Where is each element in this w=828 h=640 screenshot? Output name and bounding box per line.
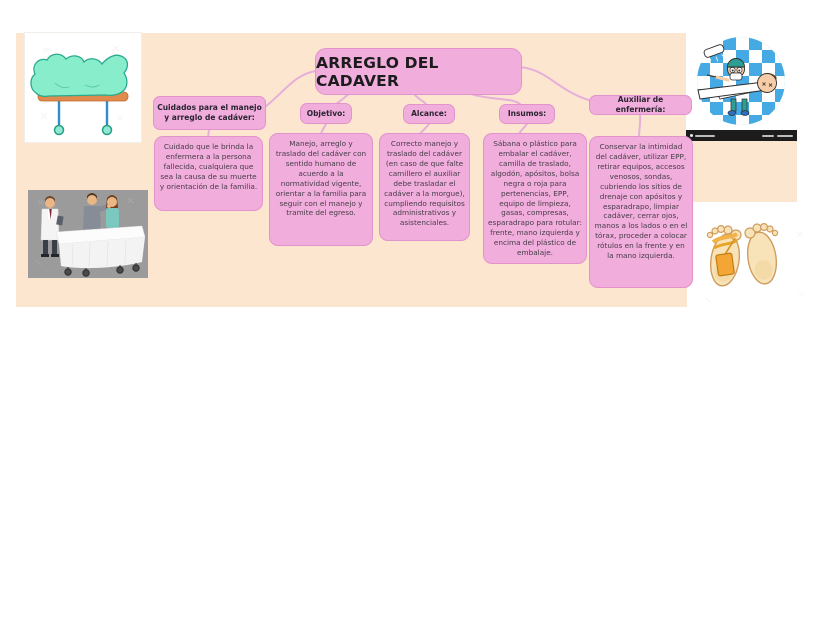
node-alcance-text: Correcto manejo y traslado del cadáver (en caso de que falte camillero el auxiliar debe trasladar el cadáver a la morgue), cumpliendo requisitos administrativos y asistenciales. <box>379 133 470 241</box>
node-auxiliar-text: Conservar la intimidad del cadáver, utilizar EPP, retirar equipos, accesos venosos, sondas, cubriendo los sitios de drenaje con apósitos y esparadrapo, limpiar cadáver, cerrar ojos, manos a los lados o en el tórax, proceder a colocar rótulos en la frente y en la mano izquierda. <box>589 136 693 288</box>
feet-toe-tag-illustration <box>687 202 828 314</box>
stock-watermark-bar <box>686 130 797 141</box>
family-mourning-illustration <box>28 190 148 278</box>
node-insumos-text: Sábana o plástico para embalar el cadáver, camilla de traslado, algodón, apósitos, bolsa negra o roja para pertenencias, EPP, equipo de limpieza, gasas, compresas, esparadrapo para rotular: frente, mano izquierda y encima del plástico de embalaje. <box>483 133 587 264</box>
node-alcance-label: Alcance: <box>403 104 455 124</box>
node-objetivo-label: Objetivo: <box>300 103 352 124</box>
node-auxiliar-label: Auxiliar de enfermería: <box>589 95 692 115</box>
node-objetivo-text: Manejo, arreglo y traslado del cadáver con sentido humano de acuerdo a la normatividad vigente, orientar a la familia para seguir con el manejo y tramite del egreso. <box>269 133 373 246</box>
node-cuidados-text: Cuidado que le brinda la enfermera a la persona fallecida, cualquiera que sea la causa de su muerte y orientación de la familia. <box>154 136 263 211</box>
node-cuidados-label: Cuidados para el manejo y arreglo de cadáver: <box>153 96 266 130</box>
surgeon-patient-illustration <box>686 33 797 141</box>
title-node: ARREGLO DEL CADAVER <box>315 48 522 95</box>
watermark-logo-icon <box>690 134 693 137</box>
corpse-on-stretcher-illustration <box>24 32 142 143</box>
node-insumos-label: Insumos: <box>499 104 555 124</box>
